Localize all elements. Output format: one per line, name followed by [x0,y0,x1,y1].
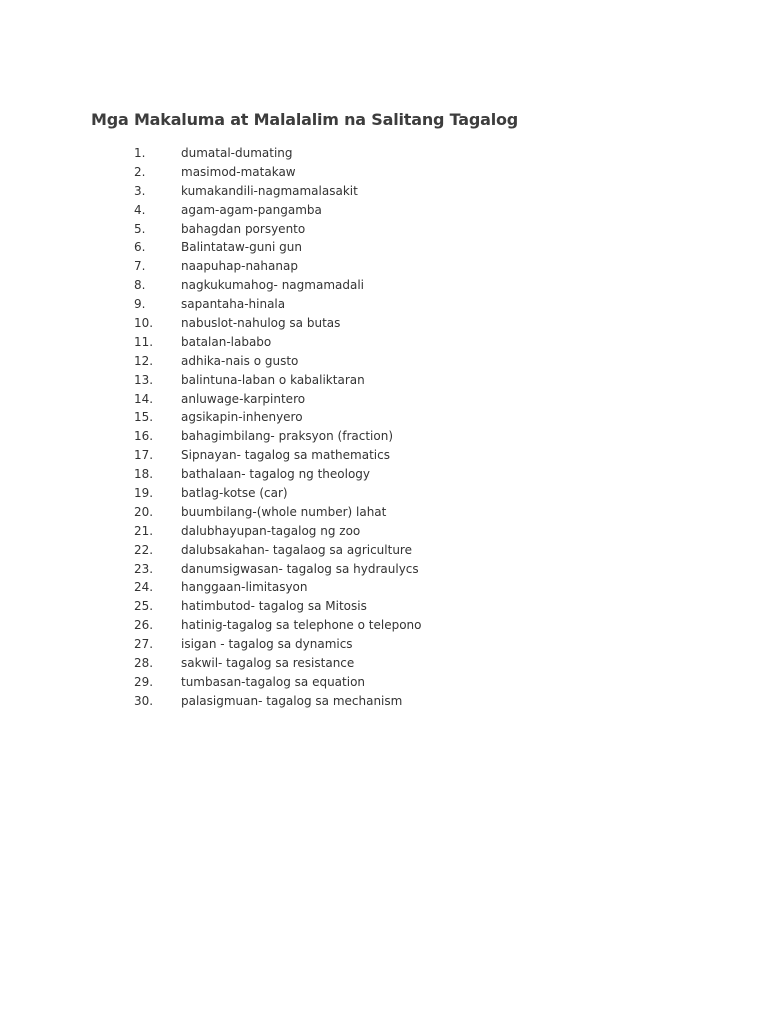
list-item [0,352,768,371]
list-item [0,484,768,503]
list-item-number: 27. [134,637,154,652]
list-item [0,371,768,390]
list-item [0,276,768,295]
list-item [0,257,768,276]
list-item-text: balintuna-laban o kabaliktaran [181,372,365,387]
list-item-number: 14. [134,391,154,406]
list-item-number: 17. [134,448,154,463]
list-item-text: naapuhap-nahanap [181,259,298,274]
list-item-number: 6. [134,240,146,255]
list-item-text: buumbilang-(whole number) lahat [181,504,387,519]
list-item [0,503,768,522]
list-item [0,692,768,711]
page-title: Mga Makaluma at Malalalim na Salitang Tagalog [91,110,519,129]
list-item-text: batlag-kotse (car) [181,486,288,501]
list-item [0,201,768,220]
list-item-text: danumsigwasan- tagalog sa hydraulycs [181,561,419,576]
list-item [0,220,768,239]
list-item-number: 19. [134,486,154,501]
list-item-number: 12. [134,353,154,368]
list-item-text: nagkukumahog- nagmamadali [181,278,364,293]
list-item-text: hanggaan-limitasyon [181,580,308,595]
list-item-text: bahagdan porsyento [181,221,306,236]
list-item [0,578,768,597]
list-item [0,522,768,541]
list-item-number: 22. [134,542,154,557]
list-item-number: 28. [134,656,154,671]
list-item-number: 15. [134,410,154,425]
list-item [0,446,768,465]
list-item [0,541,768,560]
list-item-text: agam-agam-pangamba [181,202,322,217]
list-item [0,465,768,484]
list-item [0,427,768,446]
list-item [0,163,768,182]
list-item [0,597,768,616]
list-item-number: 3. [134,183,146,198]
list-item [0,295,768,314]
list-item-number: 13. [134,372,154,387]
list-item-number: 5. [134,221,146,236]
word-list [0,144,768,711]
list-item-text: Balintataw-guni gun [181,240,302,255]
list-item-number: 11. [134,334,154,349]
list-item-text: tumbasan-tagalog sa equation [181,674,366,689]
list-item-number: 23. [134,561,154,576]
list-item-number: 7. [134,259,146,274]
list-item-text: sakwil- tagalog sa resistance [181,656,355,671]
list-item-text: masimod-matakaw [181,164,296,179]
list-item-number: 20. [134,504,154,519]
list-item [0,182,768,201]
list-item-number: 26. [134,618,154,633]
list-item-number: 21. [134,523,154,538]
list-item-text: isigan - tagalog sa dynamics [181,637,353,652]
list-item-text: hatimbutod- tagalog sa Mitosis [181,599,367,614]
list-item-text: adhika-nais o gusto [181,353,299,368]
list-item [0,654,768,673]
list-item-number: 10. [134,316,154,331]
list-item-number: 24. [134,580,154,595]
list-item-number: 4. [134,202,146,217]
list-item-text: batalan-lababo [181,334,272,349]
list-item-text: dumatal-dumating [181,146,293,160]
list-item-text: dalubsakahan- tagalaog sa agriculture [181,542,412,557]
list-item [0,635,768,654]
list-item-number: 8. [134,278,146,293]
list-item-text: dalubhayupan-tagalog ng zoo [181,523,361,538]
list-item-number: 9. [134,297,146,312]
list-item-text: agsikapin-inhenyero [181,410,303,425]
list-item-text: nabuslot-nahulog sa butas [181,316,341,331]
list-item [0,560,768,579]
list-item-text: palasigmuan- tagalog sa mechanism [181,693,403,708]
list-item-text: kumakandili-nagmamalasakit [181,183,358,198]
list-item-text: bathalaan- tagalog ng theology [181,467,371,482]
list-item [0,408,768,427]
list-item [0,390,768,409]
list-item [0,144,768,163]
list-item-number: 18. [134,467,154,482]
list-item [0,238,768,257]
list-item-text: sapantaha-hinala [181,297,286,312]
list-item-text: bahagimbilang- praksyon (fraction) [181,429,394,444]
list-item-text: Sipnayan- tagalog sa mathematics [181,448,390,463]
list-item [0,616,768,635]
list-item [0,673,768,692]
list-item [0,314,768,333]
list-item-text: hatinig-tagalog sa telephone o telepono [181,618,422,633]
list-item-number: 1. [134,146,146,160]
list-item [0,333,768,352]
list-item-number: 25. [134,599,154,614]
list-item-number: 30. [134,693,154,708]
list-item-number: 29. [134,674,154,689]
list-item-number: 2. [134,164,146,179]
list-item-text: anluwage-karpintero [181,391,306,406]
list-item-number: 16. [134,429,154,444]
